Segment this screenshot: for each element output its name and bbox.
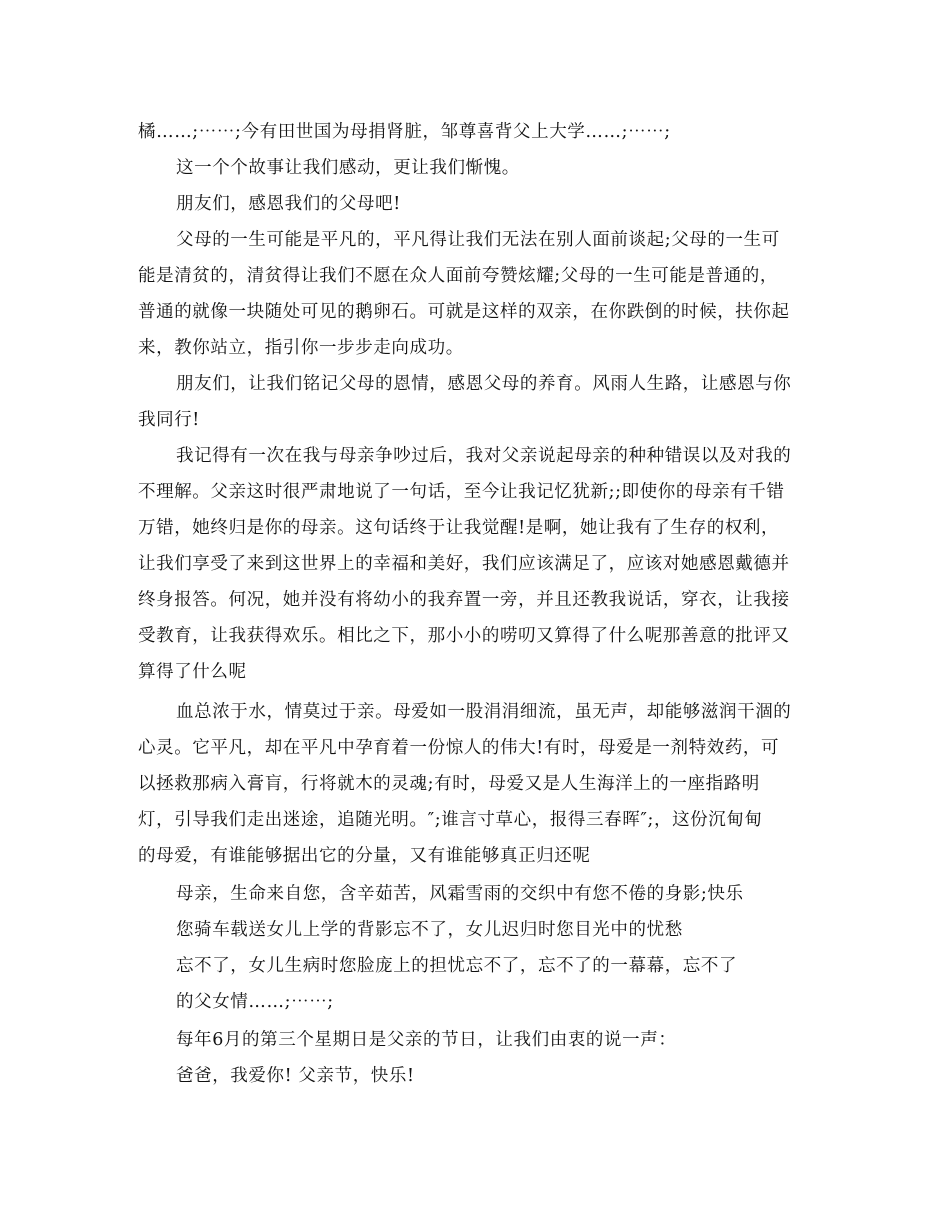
text-line: 受教育，让我获得欢乐。相比之下，那小小的唠叨又算得了什么呢那善意的批评又 [138,626,790,646]
text-line: 我同行! [138,410,200,430]
text-line: 这一个个故事让我们感动，更让我们惭愧。 [176,158,520,178]
text-line: 我记得有一次在我与母亲争吵过后，我对父亲说起母亲的种种错误以及对我的 [176,446,792,466]
text-line: 血总浓于水，情莫过于亲。母爱如一股涓涓细流，虽无声，却能够滋润干涸的 [176,702,792,722]
text-line: 来，教你站立，指引你一步步走向成功。 [138,338,464,358]
text-line: 普通的就像一块随处可见的鹅卵石。可就是这样的双亲，在你跌倒的时候，扶你起 [138,302,790,322]
text-line: 忘不了，女儿生病时您脸庞上的担忧忘不了，忘不了的一幕幕，忘不了 [176,956,738,976]
text-line: 的母爱，有谁能够据出它的分量，又有谁能够真正归还呢 [138,846,591,866]
text-line: 朋友们，感恩我们的父母吧! [176,194,401,214]
text-line: 每年6月的第三个星期日是父亲的节日，让我们由衷的说一声： [176,1030,677,1050]
text-line: 心灵。它平凡，却在平凡中孕育着一份惊人的伟大!有时，母爱是一剂特效药，可 [138,738,780,758]
text-line: 父母的一生可能是平凡的，平凡得让我们无法在别人面前谈起;父母的一生可 [176,230,780,250]
text-line: 您骑车载送女儿上学的背影忘不了，女儿迟归时您目光中的忧愁 [176,920,683,940]
text-line: 能是清贫的，清贫得让我们不愿在众人面前夸赞炫耀;父母的一生可能是普通的， [138,266,778,286]
text-line: 终身报答。何况，她并没有将幼小的我弃置一旁，并且还教我说话，穿衣，让我接 [138,590,790,610]
text-line: 万错，她终归是你的母亲。这句话终于让我觉醒!是啊，她让我有了生存的权利， [138,518,780,538]
text-line: 让我们享受了来到这世界上的幸福和美好，我们应该满足了，应该对她感恩戴德并 [138,554,790,574]
text-line: 朋友们，让我们铭记父母的恩情，感恩父母的养育。风雨人生路，让感恩与你 [176,374,792,394]
text-line: 不理解。父亲这时很严肃地说了一句话，至今让我记忆犹新;;即使你的母亲有千错 [138,482,785,502]
text-line: 灯，引导我们走出迷途，追随光明。″;谁言寸草心，报得三春晖″;，这份沉甸甸 [138,810,763,830]
text-line: 橘……;⋯⋯;今有田世国为母捐肾脏，邹尊喜背父上大学……;⋯⋯; [138,122,671,142]
text-line: 的父女情……;⋯⋯; [176,992,334,1012]
text-line: 母亲，生命来自您，含辛茹苦，风霜雪雨的交织中有您不倦的身影;快乐 [176,884,744,904]
text-line: 爸爸，我爱你! 父亲节，快乐! [176,1066,415,1086]
text-line: 算得了什么呢 [138,662,247,682]
text-line: 以拯救那病入膏肓，行将就木的灵魂;有时，母爱又是人生海洋上的一座指路明 [138,774,760,794]
